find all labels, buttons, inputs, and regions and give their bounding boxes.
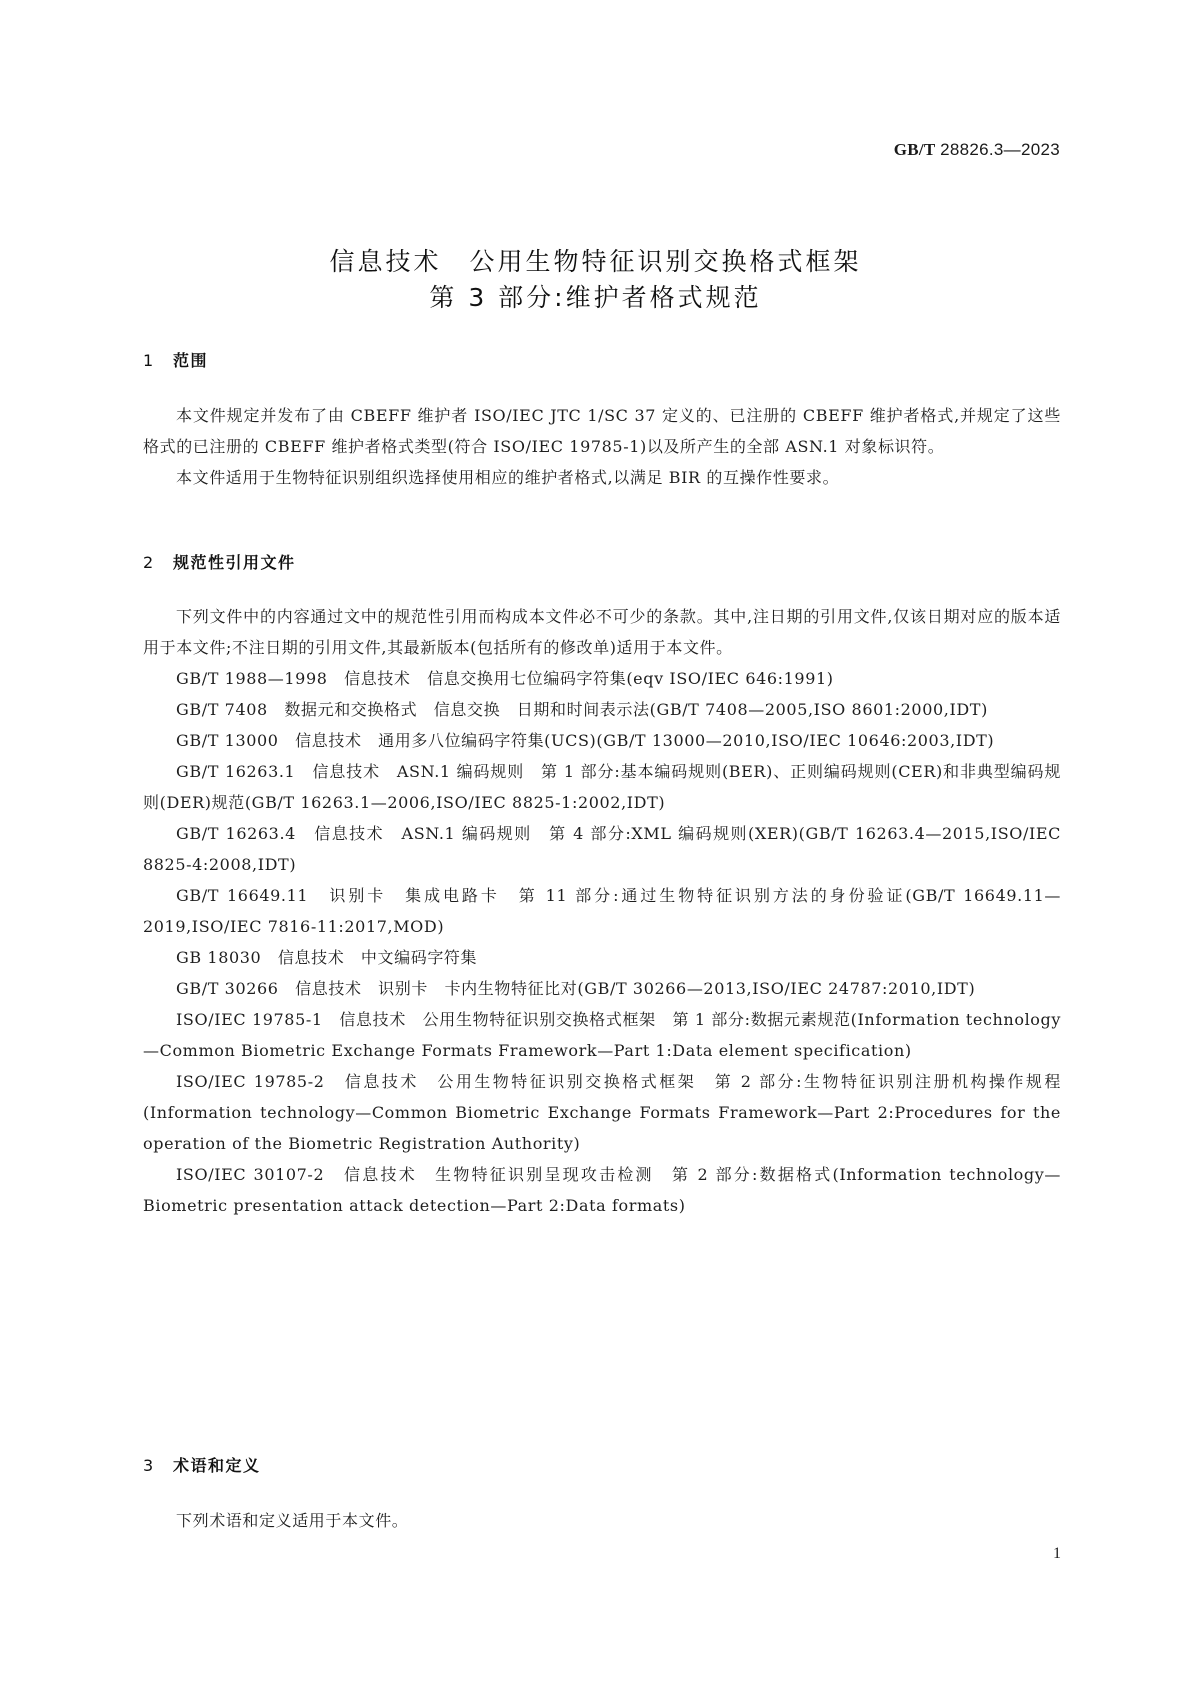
document-title-line2: 第 3 部分:维护者格式规范 bbox=[429, 283, 762, 312]
standard-prefix: GB/T bbox=[893, 140, 936, 159]
section-number: 2 bbox=[143, 553, 155, 572]
section-heading-scope bbox=[143, 348, 208, 371]
section-title: 规范性引用文件 bbox=[173, 553, 296, 572]
reference-item: ISO/IEC 30107-2 信息技术 生物特征识别呈现攻击检测 第 2 部分:数据格式(Information technology—Biometric presentation attack detection—Part 2:Data formats) bbox=[143, 1165, 1061, 1215]
paragraph: 本文件规定并发布了由 CBEFF 维护者 ISO/IEC JTC 1/SC 37 定义的、已注册的 CBEFF 维护者格式,并规定了这些格式的已注册的 CBEFF 维护者格式类型(符合 ISO/IEC 19785-1)以及所产生的全部 ASN.1 对象标识符。 bbox=[143, 406, 1061, 456]
paragraph: 下列术语和定义适用于本文件。 bbox=[176, 1511, 409, 1530]
reference-item: ISO/IEC 19785-2 信息技术 公用生物特征识别交换格式框架 第 2 部分:生物特征识别注册机构操作规程(Information technology—Common Biometric Exchange Formats Framework—Part 2:Procedures for the operation of the Biometric Registration Authority) bbox=[143, 1072, 1061, 1153]
paragraph: 本文件适用于生物特征识别组织选择使用相应的维护者格式,以满足 BIR 的互操作性要求。 bbox=[176, 468, 840, 487]
standard-code: 28826.3—2023 bbox=[940, 140, 1060, 159]
reference-item: ISO/IEC 19785-1 信息技术 公用生物特征识别交换格式框架 第 1 部分:数据元素规范(Information technology—Common Biometric Exchange Formats Framework—Part 1:Data element specification) bbox=[143, 1010, 1061, 1060]
section-body-normative-references bbox=[143, 601, 1061, 1221]
section-number: 3 bbox=[143, 1456, 155, 1475]
section-title: 术语和定义 bbox=[173, 1456, 261, 1475]
reference-item: GB 18030 信息技术 中文编码字符集 bbox=[176, 948, 478, 967]
reference-item: GB/T 30266 信息技术 识别卡 卡内生物特征比对(GB/T 30266—2013,ISO/IEC 24787:2010,IDT) bbox=[176, 979, 976, 998]
section-heading-normative-references bbox=[143, 550, 296, 573]
document-title-line1: 信息技术 公用生物特征识别交换格式框架 bbox=[329, 247, 862, 276]
intro-paragraph: 下列文件中的内容通过文中的规范性引用而构成本文件必不可少的条款。其中,注日期的引用文件,仅该日期对应的版本适用于本文件;不注日期的引用文件,其最新版本(包括所有的修改单)适用于本文件。 bbox=[143, 607, 1061, 657]
reference-item: GB/T 1988—1998 信息技术 信息交换用七位编码字符集(eqv ISO/IEC 646:1991) bbox=[176, 669, 834, 688]
reference-item: GB/T 16263.1 信息技术 ASN.1 编码规则 第 1 部分:基本编码规则(BER)、正则编码规则(CER)和非典型编码规则(DER)规范(GB/T 16263.1—2006,ISO/IEC 8825-1:2002,IDT) bbox=[143, 762, 1061, 812]
reference-item: GB/T 13000 信息技术 通用多八位编码字符集(UCS)(GB/T 13000—2010,ISO/IEC 10646:2003,IDT) bbox=[176, 731, 995, 750]
reference-item: GB/T 16263.4 信息技术 ASN.1 编码规则 第 4 部分:XML 编码规则(XER)(GB/T 16263.4—2015,ISO/IEC 8825-4:2008,IDT) bbox=[143, 824, 1061, 874]
page-number: 1 bbox=[1053, 1545, 1061, 1562]
section-heading-terms-and-definitions bbox=[143, 1453, 261, 1476]
standard-number bbox=[894, 140, 1060, 160]
section-number: 1 bbox=[143, 351, 155, 370]
reference-item: GB/T 16649.11 识别卡 集成电路卡 第 11 部分:通过生物特征识别方法的身份验证(GB/T 16649.11—2019,ISO/IEC 7816-11:2017,MOD) bbox=[143, 886, 1061, 936]
section-title: 范围 bbox=[173, 351, 209, 370]
section-body-terms-and-definitions bbox=[143, 1505, 1061, 1536]
section-body-scope bbox=[143, 400, 1061, 493]
reference-item: GB/T 7408 数据元和交换格式 信息交换 日期和时间表示法(GB/T 7408—2005,ISO 8601:2000,IDT) bbox=[176, 700, 988, 719]
